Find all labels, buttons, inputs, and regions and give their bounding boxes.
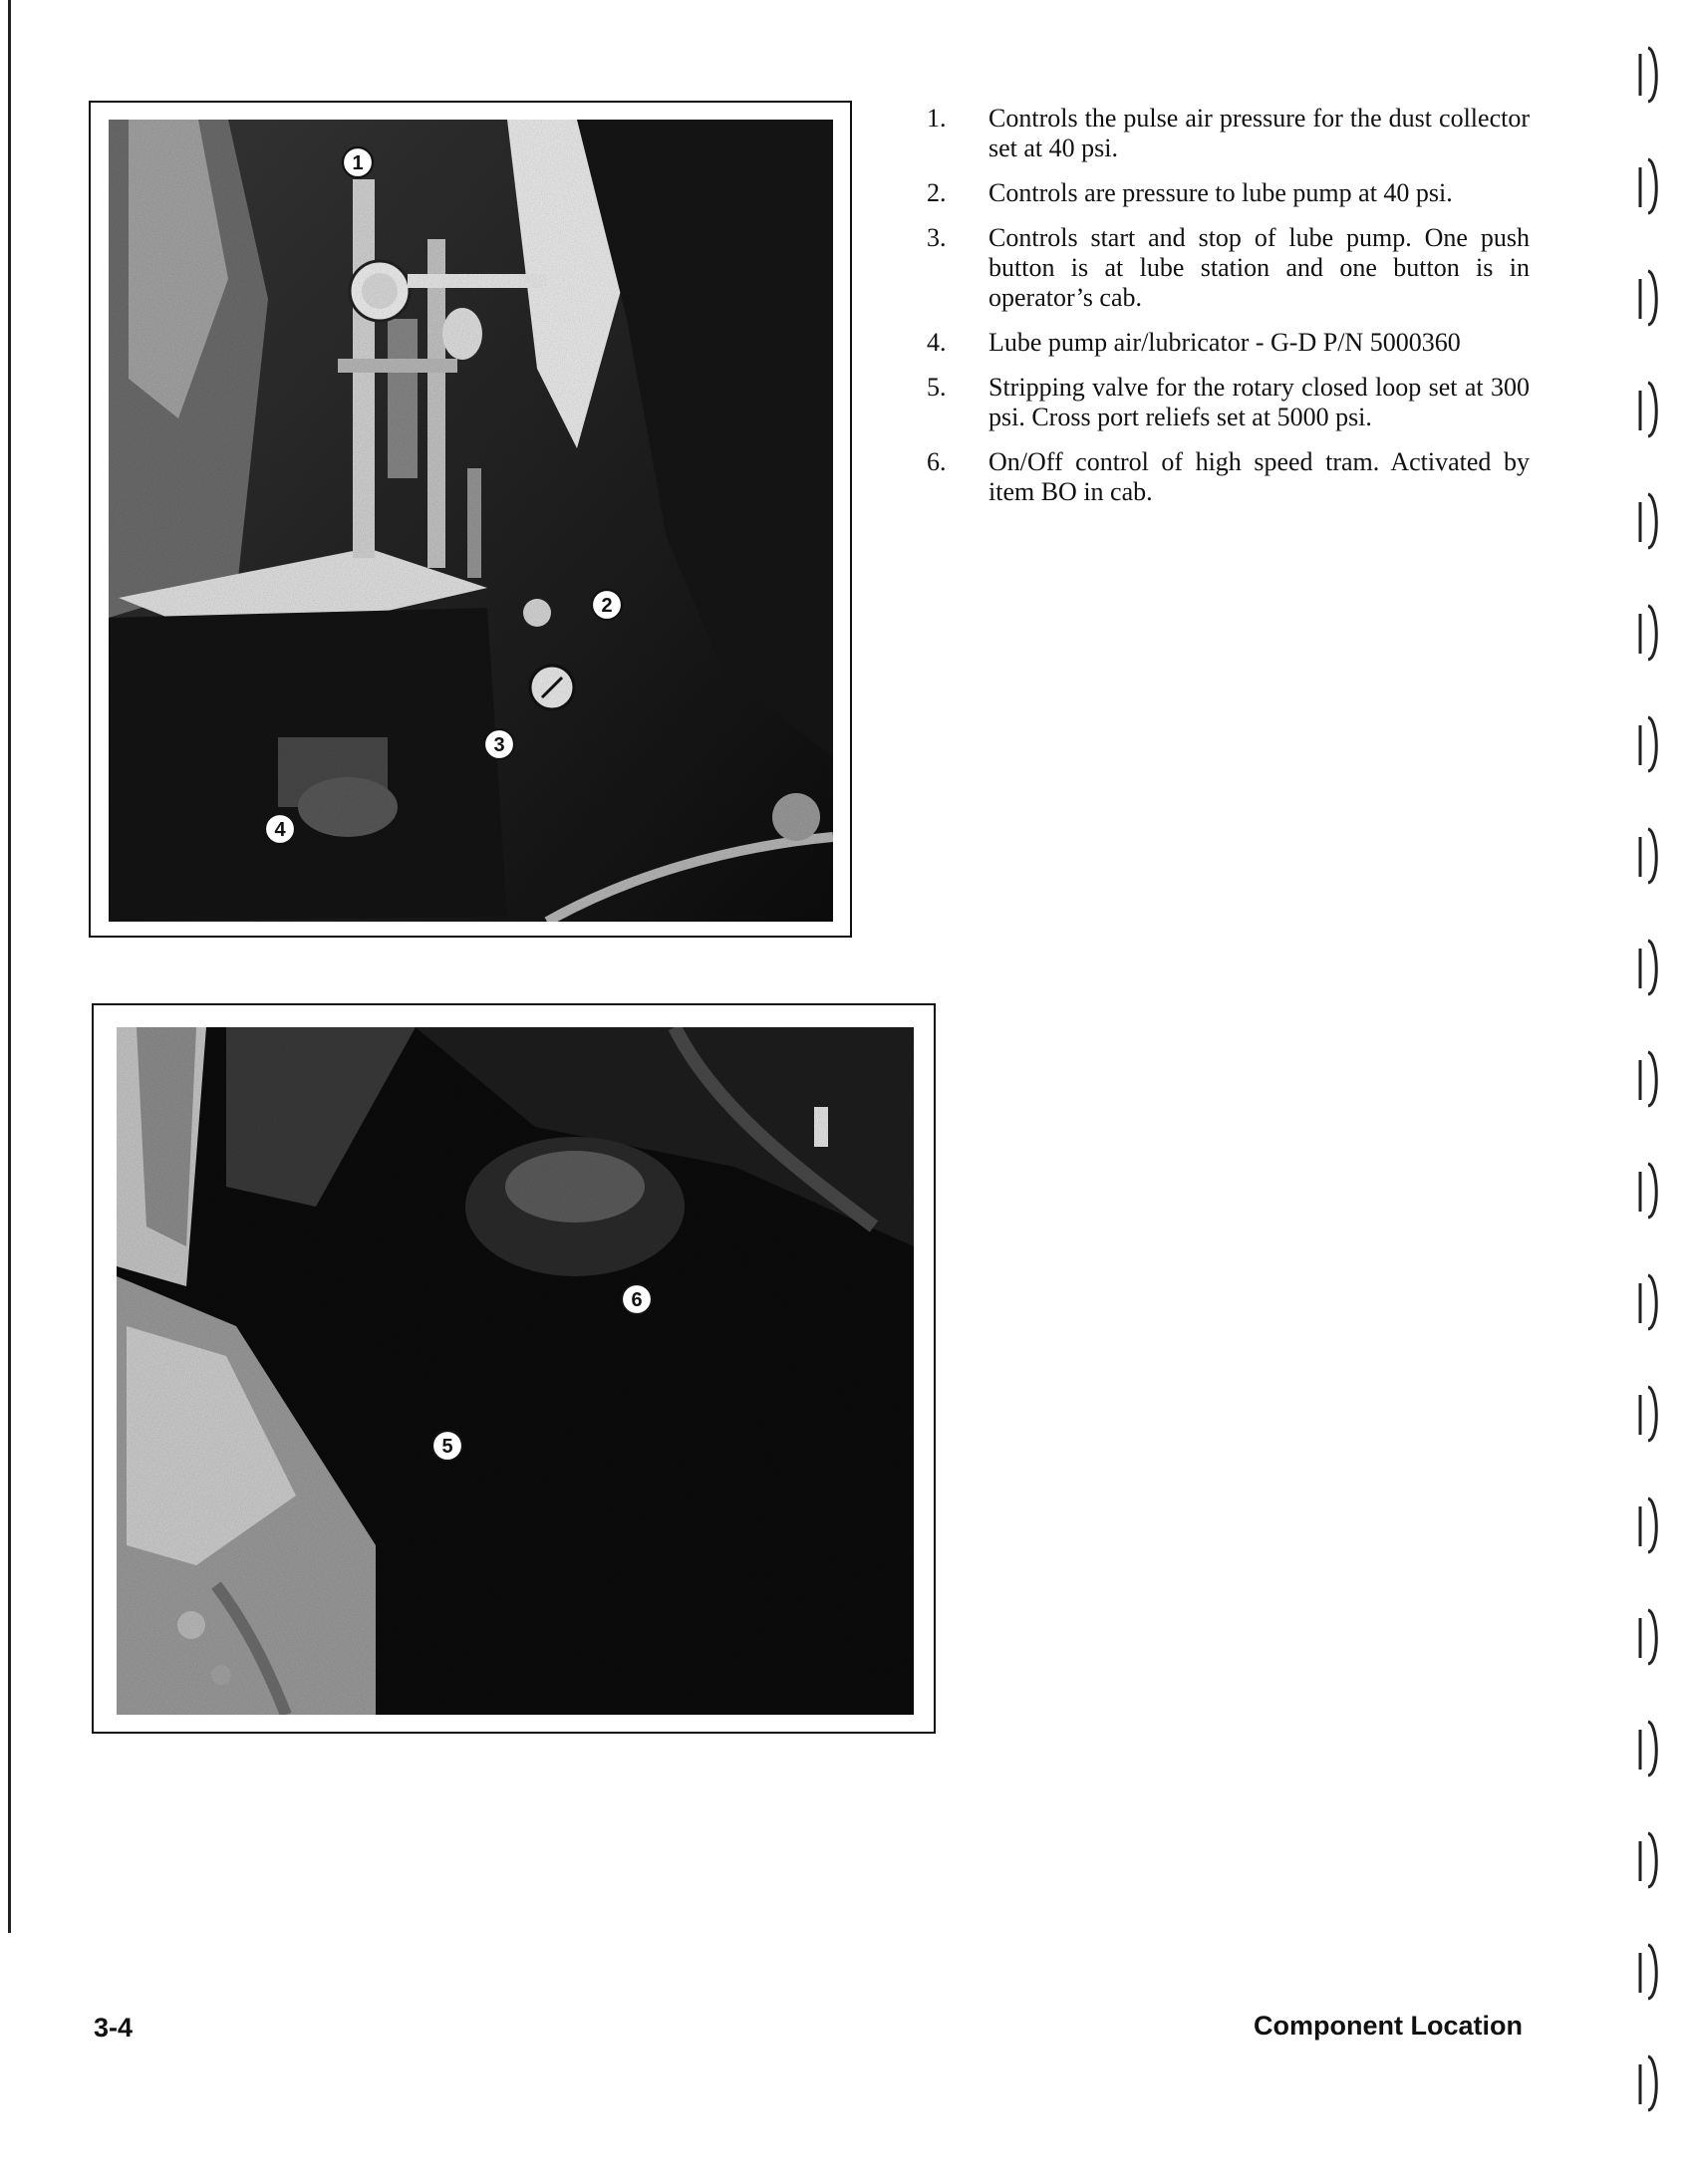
legend-item-4 <box>927 328 1530 358</box>
callout-3 <box>484 729 514 759</box>
legend-item-text: Lube pump air/lubricator - G-D P/N 5000360 <box>988 328 1461 357</box>
callout-5 <box>432 1431 462 1461</box>
legend-item-2 <box>927 178 1530 208</box>
section-title: Component Location <box>1254 2011 1523 2041</box>
legend-item-number: 3. <box>927 223 947 252</box>
legend-item-5 <box>927 373 1530 432</box>
callout-2 <box>592 590 622 620</box>
page-number: 3-4 <box>94 2013 134 2043</box>
callout-6 <box>622 1284 652 1314</box>
legend-item-1 <box>927 104 1530 163</box>
legend-item-number: 6. <box>927 447 947 476</box>
legend-item-6 <box>927 447 1530 507</box>
binder-hole-icons <box>1634 40 1674 2172</box>
legend-item-3 <box>927 223 1530 313</box>
legend-item-text: Controls are pressure to lube pump at 40 psi. <box>988 178 1453 207</box>
svg-text:3: 3 <box>493 734 505 756</box>
photo-lube-station-image <box>109 120 833 922</box>
legend-item-text: Stripping valve for the rotary closed loop set at 300 psi. Cross port reliefs set at 5000 psi. <box>988 373 1530 431</box>
component-legend <box>927 104 1530 522</box>
legend-item-number: 5. <box>927 373 947 402</box>
svg-text:5: 5 <box>441 1436 453 1458</box>
photo-tram-valves <box>92 1003 936 1734</box>
binder-holes <box>1634 40 1674 2172</box>
photo-lube-station <box>89 101 852 938</box>
legend-item-text: On/Off control of high speed tram. Activated by item BO in cab. <box>988 447 1530 506</box>
callout-4 <box>265 814 295 844</box>
legend-item-number: 2. <box>927 178 947 207</box>
page-left-rule <box>8 0 11 1933</box>
svg-text:1: 1 <box>352 152 364 174</box>
legend-item-number: 1. <box>927 104 947 133</box>
svg-text:4: 4 <box>274 819 286 841</box>
svg-text:6: 6 <box>631 1289 643 1311</box>
legend-item-text: Controls start and stop of lube pump. One push button is at lube station and one button is in operator’s cab. <box>988 223 1530 312</box>
legend-item-number: 4. <box>927 328 947 357</box>
callout-1 <box>343 147 373 177</box>
legend-item-text: Controls the pulse air pressure for the dust collector set at 40 psi. <box>988 104 1530 162</box>
photo-tram-valves-image <box>117 1027 914 1715</box>
svg-text:2: 2 <box>601 595 613 617</box>
